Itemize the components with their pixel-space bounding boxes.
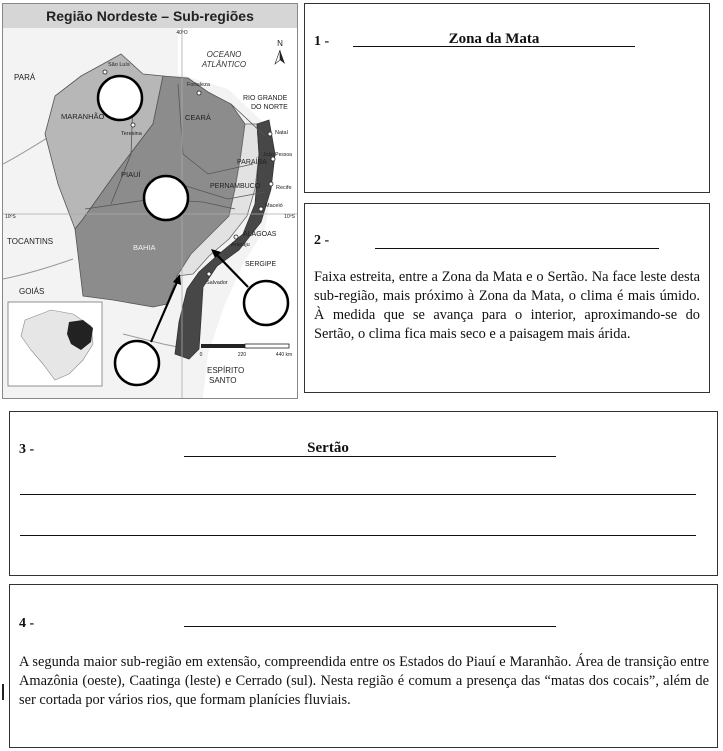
label-alagoas: ALAGOAS xyxy=(243,231,277,238)
meridian-label: 40ºO xyxy=(176,30,188,36)
answer-line-2[interactable] xyxy=(375,248,659,249)
question-box-4 xyxy=(9,584,718,748)
parallel-label-left: 10ºS xyxy=(5,214,16,220)
description-2: Faixa estreita, entre a Zona da Mata e o Sertão. Na face leste desta sub-região, mais próximo à Zona da Mata, o clima é mais úmido. À medida que se avança para o interior, aproximando-se do Sertão, o clima fica mais seco e a paisagem mais árida. xyxy=(314,269,700,342)
brazil-inset-map xyxy=(8,302,102,386)
label-paraiba: PARAÍBA xyxy=(237,159,267,166)
label-ceara: CEARÁ xyxy=(185,113,211,122)
city-sao-luis: São Luís xyxy=(108,62,130,68)
question-box-3 xyxy=(9,411,718,576)
compass-letter: N xyxy=(277,39,283,48)
label-rn-1: RIO GRANDE xyxy=(243,95,288,102)
answer-circle-1[interactable] xyxy=(98,76,142,120)
label-pernambuco: PERNAMBUCO xyxy=(210,183,261,190)
city-joao-pessoa: João Pessoa xyxy=(263,152,292,158)
label-espirito-santo-1: ESPÍRITO xyxy=(207,366,245,375)
question-number-3: 3 - xyxy=(19,442,35,457)
answer-circle-3[interactable] xyxy=(244,281,288,325)
city-aracaju: Aracaju xyxy=(231,242,250,248)
city-salvador: Salvador xyxy=(206,280,228,286)
city-recife: Recife xyxy=(276,185,292,191)
question-number-1: 1 - xyxy=(314,34,330,49)
label-piaui: PIAUÍ xyxy=(121,170,141,179)
extra-line-3b[interactable] xyxy=(20,535,696,536)
question-box-1 xyxy=(304,3,710,193)
scale-bar xyxy=(201,344,289,348)
extra-line-3a[interactable] xyxy=(20,494,696,495)
label-para: PARÁ xyxy=(14,73,36,82)
answer-text-1: Zona da Mata xyxy=(448,31,540,47)
question-number-2: 2 - xyxy=(314,233,330,248)
question-number-4: 4 - xyxy=(19,616,35,631)
scale-mid: 220 xyxy=(237,352,247,358)
label-goias: GOIÁS xyxy=(19,287,45,296)
map-panel xyxy=(2,3,298,399)
label-rn-2: DO NORTE xyxy=(251,104,288,111)
label-tocantins: TOCANTINS xyxy=(7,237,54,246)
label-maranhao: MARANHÃO xyxy=(61,112,105,121)
scale-end: 440 km xyxy=(275,352,293,358)
ocean-label-2: ATLÂNTICO xyxy=(201,60,247,69)
ocean-label-1: OCEANO xyxy=(206,50,242,59)
description-4: A segunda maior sub-região em extensão, compreendida entre os Estados do Piauí e Maranhão. Área de transição entre Amazônia (oeste), Caatinga (leste) e Cerrado (sul). Nesta região é comum a presença das “matas dos cocais”, além de ser cortada por vários rios, que formam planícies fluviais. xyxy=(19,654,709,708)
answer-text-3: Sertão xyxy=(307,440,349,456)
northeast-map xyxy=(3,4,297,398)
city-natal: Natal xyxy=(275,130,288,136)
parallel-label-right: 10ºS xyxy=(284,214,295,220)
label-sergipe: SERGIPE xyxy=(245,261,277,268)
answer-circle-4[interactable] xyxy=(115,341,159,385)
label-espirito-santo-2: SANTO xyxy=(209,376,237,385)
scale-start: 0 xyxy=(199,352,203,358)
question-box-2 xyxy=(304,203,710,393)
city-maceio: Maceió xyxy=(265,203,283,209)
label-bahia: BAHIA xyxy=(133,243,156,252)
city-teresina: Teresina xyxy=(121,131,142,137)
answer-line-4[interactable] xyxy=(184,626,556,627)
margin-mark xyxy=(2,684,4,700)
map-title: Região Nordeste – Sub-regiões xyxy=(46,8,254,24)
city-fortaleza: Fortaleza xyxy=(187,82,210,88)
answer-circle-2[interactable] xyxy=(144,176,188,220)
